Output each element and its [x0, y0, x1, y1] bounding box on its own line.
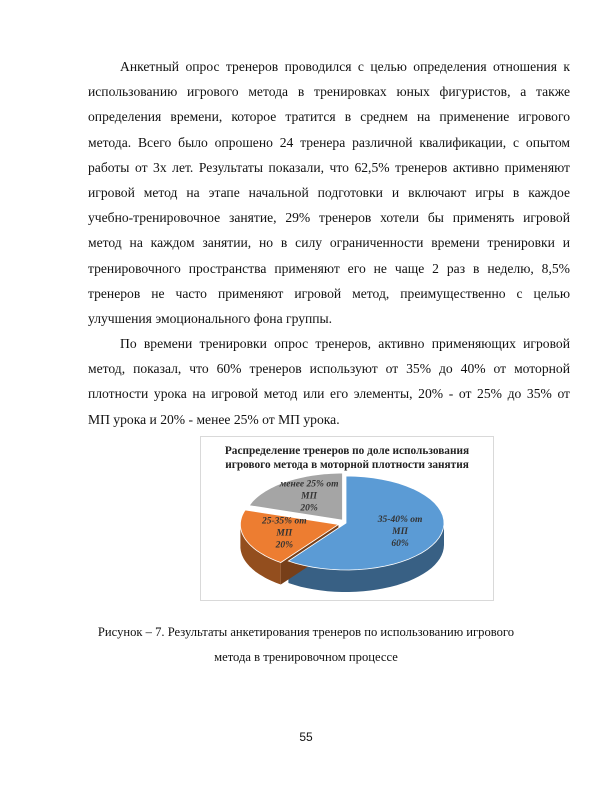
paragraph-1-line: улучшения эмоционального фона группы.	[88, 311, 333, 326]
paragraph-1-line: определения времени, которое тратится в среднем на применение игрового	[88, 109, 570, 125]
figure-caption-line-1: Рисунок – 7. Результаты анкетирования тренеров по использованию игрового	[97, 625, 515, 639]
paragraph-2-line: плотности урока на игровой метод или его элементы, 20% - от 25% до 35% от	[88, 386, 570, 402]
pie-slice-label: менее 25% от	[279, 479, 339, 490]
paragraph-1-line: метода. Всего было опрошено 24 тренера различной квалификации, с опытом	[88, 134, 570, 150]
paragraph-1-line: тренировочного пространства применяют его не чаще 2 раз в неделю, 8,5%	[88, 260, 570, 276]
pie-slice-label: 20%	[275, 540, 294, 551]
chart-title-line-2: игрового метода в моторной плотности занятия	[225, 459, 469, 471]
pie-chart	[200, 436, 494, 601]
chart-title-line-1: Распределение тренеров по доле использования	[224, 445, 470, 457]
pie-slice-label: 20%	[300, 503, 318, 514]
pie-slice-label: 25-35% от	[262, 516, 307, 527]
pie-slice-label: МП	[276, 528, 293, 539]
pie-slice-label: 35-40% от	[377, 515, 423, 525]
pie-slice-label: МП	[392, 527, 409, 537]
paragraph-1-line: метод на каждом занятии, но в силу ограниченности времени тренировки и	[88, 235, 570, 251]
paragraph-1-line: учебно-тренировочное занятие, 29% тренеров хотели бы применять игровой	[88, 210, 570, 226]
paragraph-2-line: МП урока и 20% - менее 25% от МП урока.	[88, 411, 340, 427]
paragraph-1-line: игровой метод на этапе начальной подготовки и включают игры в каждое	[88, 185, 570, 200]
page-number: 55	[299, 730, 313, 744]
paragraph-1-line: Анкетный опрос тренеров проводился с целью определения отношения к	[120, 59, 570, 74]
paragraph-1-line: использованию игрового метода в тренировках юных фигуристов, а также	[88, 84, 570, 100]
pie-slice-label: МП	[301, 491, 318, 502]
paragraph-2-line: По времени тренировки опрос тренеров, активно применяющих игровой	[120, 336, 570, 351]
paragraph-1-line: тренеров не часто применяют игровой метод, преимущественно с целью	[88, 285, 570, 301]
paragraph-1-line: работы от 3х лет. Результаты показали, что 62,5% тренеров активно применяют	[88, 159, 570, 175]
pie-plot	[201, 437, 493, 600]
pie-slice-label: 60%	[391, 539, 409, 549]
paragraph-2-line: метод, показал, что 60% тренеров используют от 35% до 40% от моторной	[88, 361, 570, 377]
figure-caption-line-2: метода в тренировочном процессе	[214, 650, 398, 664]
